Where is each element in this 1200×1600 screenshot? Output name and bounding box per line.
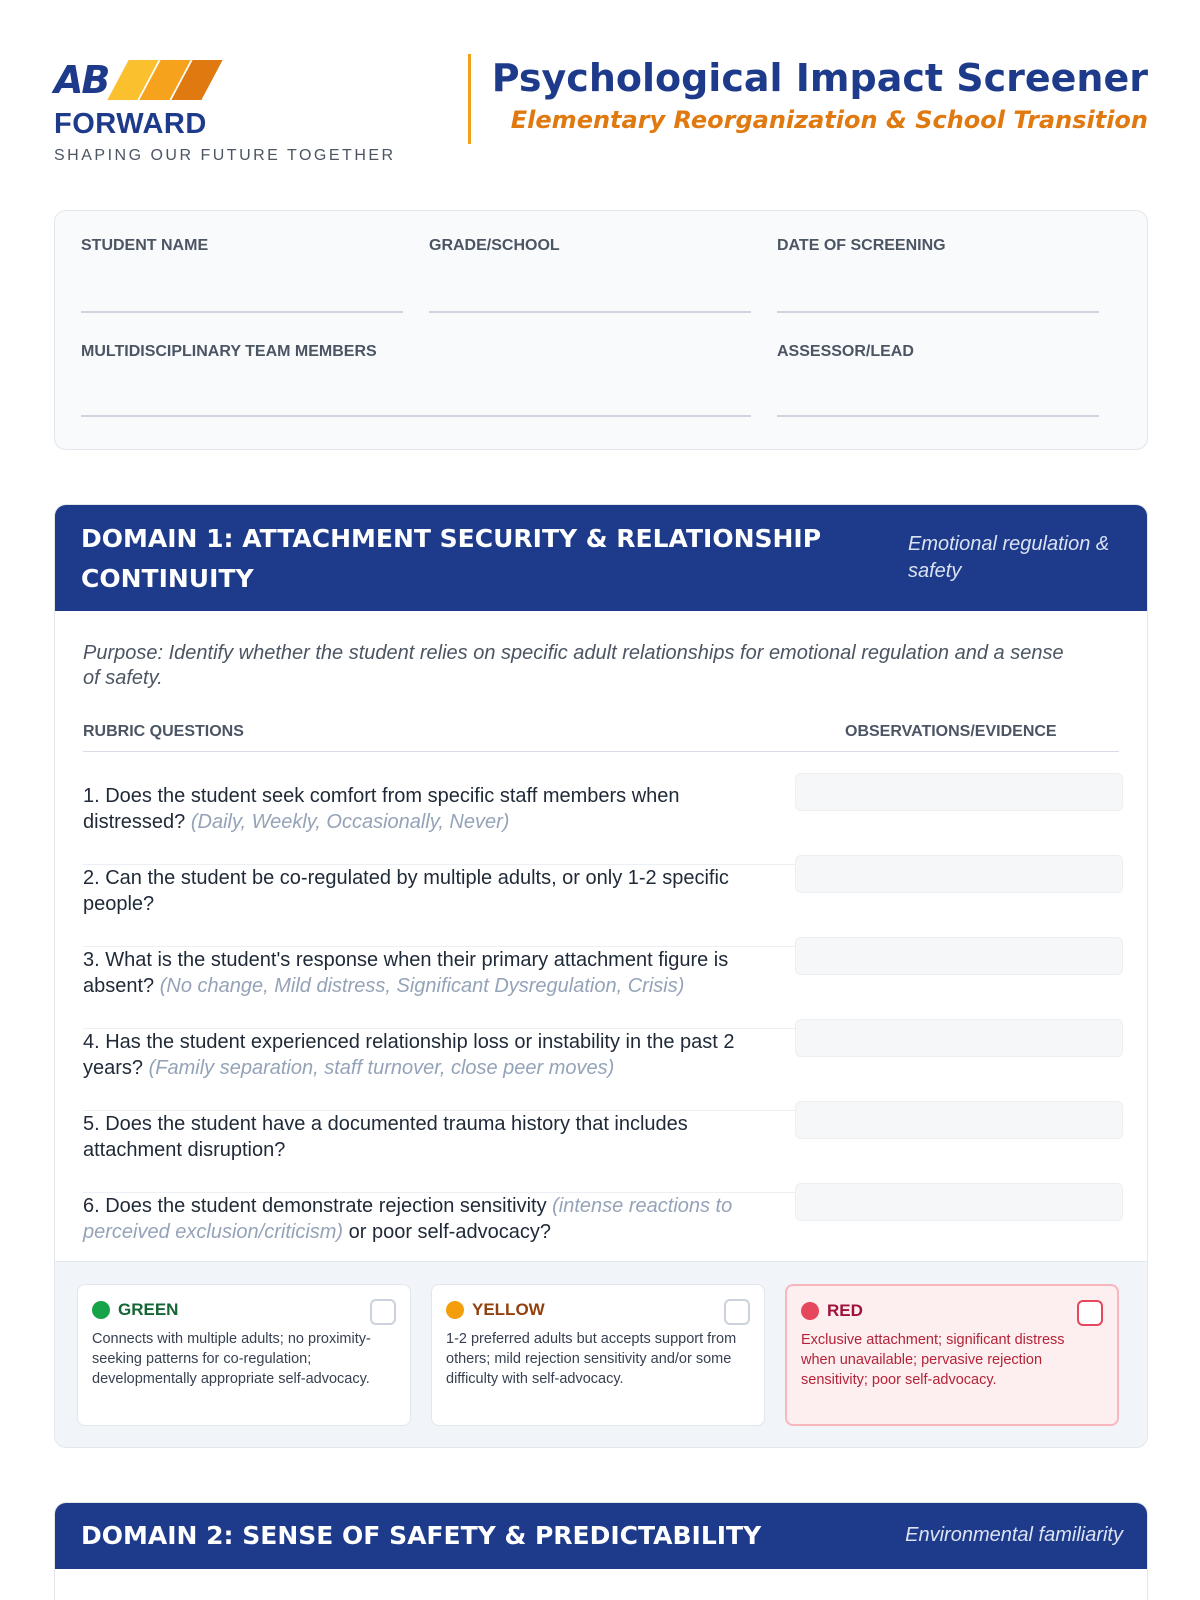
date-field[interactable] [777, 237, 1099, 313]
date-label: DATE OF SCREENING [777, 237, 946, 254]
question-text [83, 947, 773, 999]
question-row-5 [83, 1111, 1123, 1193]
domain-1-tag-line2: safety [908, 560, 962, 582]
student-name-field[interactable] [81, 237, 403, 313]
ab-forward-logo [54, 58, 396, 165]
question-text [83, 1193, 773, 1245]
question-tail: or poor self-advocacy? [343, 1221, 551, 1243]
logo-name: FORWARD [54, 108, 207, 140]
team-members-field[interactable] [81, 343, 751, 419]
rating-red[interactable] [785, 1284, 1119, 1426]
rubric-questions-header: RUBRIC QUESTIONS [83, 723, 244, 740]
rating-yellow-desc: 1-2 preferred adults but accepts support from others; mild rejection sensitivity and/or some difficulty with self-advocacy. [446, 1331, 737, 1387]
question-text [83, 1029, 773, 1081]
question-row-3 [83, 947, 1123, 1029]
header-divider [468, 54, 471, 144]
observation-input[interactable] [795, 1183, 1123, 1221]
logo-stripes-icon [104, 60, 216, 100]
question-main: 4. Has the student experienced relationship loss or instability in the past 2 years? [83, 1031, 735, 1079]
column-header-rule [83, 751, 1119, 752]
question-text [83, 1111, 773, 1163]
team-members-line[interactable] [81, 415, 751, 417]
domain-1-tag [908, 531, 1123, 585]
question-row-2 [83, 865, 1123, 947]
grade-school-field[interactable] [429, 237, 751, 313]
domain-1-purpose: Purpose: Identify whether the student relies on specific adult relationships for emotional regulation and a sense of safety. [83, 642, 1064, 689]
domain-1-title-line2: CONTINUITY [81, 564, 254, 593]
question-main: 2. Can the student be co-regulated by multiple adults, or only 1-2 specific people? [83, 867, 729, 915]
rating-area [55, 1261, 1147, 1447]
observation-input[interactable] [795, 773, 1123, 811]
question-hint: (Daily, Weekly, Occasionally, Never) [190, 811, 510, 833]
question-row-1 [83, 783, 1123, 865]
domain-1-header [55, 505, 1147, 611]
student-name-line[interactable] [81, 311, 403, 313]
rating-yellow-checkbox[interactable] [724, 1299, 750, 1325]
question-hint: (intense reactions to perceived exclusion/criticism) [83, 1195, 733, 1243]
rating-green-label: GREEN [118, 1300, 179, 1319]
domain-2-header [55, 1503, 1147, 1569]
logo-ab-text: AB [54, 58, 109, 102]
question-main: 6. Does the student demonstrate rejection sensitivity [83, 1195, 553, 1217]
rating-yellow-label: YELLOW [472, 1300, 545, 1319]
domain-1-title [81, 519, 821, 599]
question-main: 5. Does the student have a documented trauma history that includes attachment disruption? [83, 1113, 688, 1161]
page-title: Psychological Impact Screener [491, 56, 1148, 100]
page-subtitle: Elementary Reorganization & School Transition [510, 106, 1148, 134]
student-name-label: STUDENT NAME [81, 237, 209, 254]
question-main: 3. What is the student's response when their primary attachment figure is absent? [83, 949, 729, 997]
observation-input[interactable] [795, 1019, 1123, 1057]
assessor-field[interactable] [777, 343, 1099, 419]
domain-1-tag-line1: Emotional regulation & [908, 533, 1110, 555]
question-main: 1. Does the student seek comfort from specific staff members when distressed? [83, 785, 680, 833]
domain-2-card [54, 1502, 1148, 1600]
yellow-dot-icon [446, 1301, 464, 1319]
date-line[interactable] [777, 311, 1099, 313]
domain-1-card [54, 504, 1148, 1448]
green-dot-icon [92, 1301, 110, 1319]
logo-tagline: SHAPING OUR FUTURE TOGETHER [54, 147, 396, 164]
assessor-line[interactable] [777, 415, 1099, 417]
domain-2-title: DOMAIN 2: SENSE OF SAFETY & PREDICTABILITY [81, 1521, 762, 1550]
observations-header: OBSERVATIONS/EVIDENCE [845, 723, 1057, 740]
observation-input[interactable] [795, 855, 1123, 893]
question-text [83, 865, 773, 917]
assessor-label: ASSESSOR/LEAD [777, 343, 914, 360]
logo-mark [54, 58, 384, 102]
domain-1-title-line1: DOMAIN 1: ATTACHMENT SECURITY & RELATIONSHIP [81, 524, 822, 553]
rating-green-desc: Connects with multiple adults; no proximity-seeking patterns for co-regulation; developmentally appropriate self-advocacy. [92, 1331, 371, 1387]
question-hint: (Family separation, staff turnover, close peer moves) [148, 1057, 615, 1079]
page-header [54, 54, 1148, 174]
question-row-4 [83, 1029, 1123, 1111]
title-block [492, 54, 1148, 134]
rating-red-desc: Exclusive attachment; significant distress when unavailable; pervasive rejection sensitivity; poor self-advocacy. [801, 1332, 1065, 1388]
rating-red-checkbox[interactable] [1077, 1300, 1103, 1326]
observation-input[interactable] [795, 937, 1123, 975]
question-hint: (No change, Mild distress, Significant Dysregulation, Crisis) [159, 975, 685, 997]
question-text [83, 783, 773, 835]
rating-yellow[interactable] [431, 1284, 765, 1426]
red-dot-icon [801, 1302, 819, 1320]
rating-red-label: RED [827, 1301, 863, 1320]
rating-green-checkbox[interactable] [370, 1299, 396, 1325]
observation-input[interactable] [795, 1101, 1123, 1139]
student-info-card [54, 210, 1148, 450]
domain-2-tag: Environmental familiarity [905, 1524, 1123, 1546]
grade-school-label: GRADE/SCHOOL [429, 237, 560, 254]
grade-school-line[interactable] [429, 311, 751, 313]
rating-green[interactable] [77, 1284, 411, 1426]
team-members-label: MULTIDISCIPLINARY TEAM MEMBERS [81, 343, 377, 360]
